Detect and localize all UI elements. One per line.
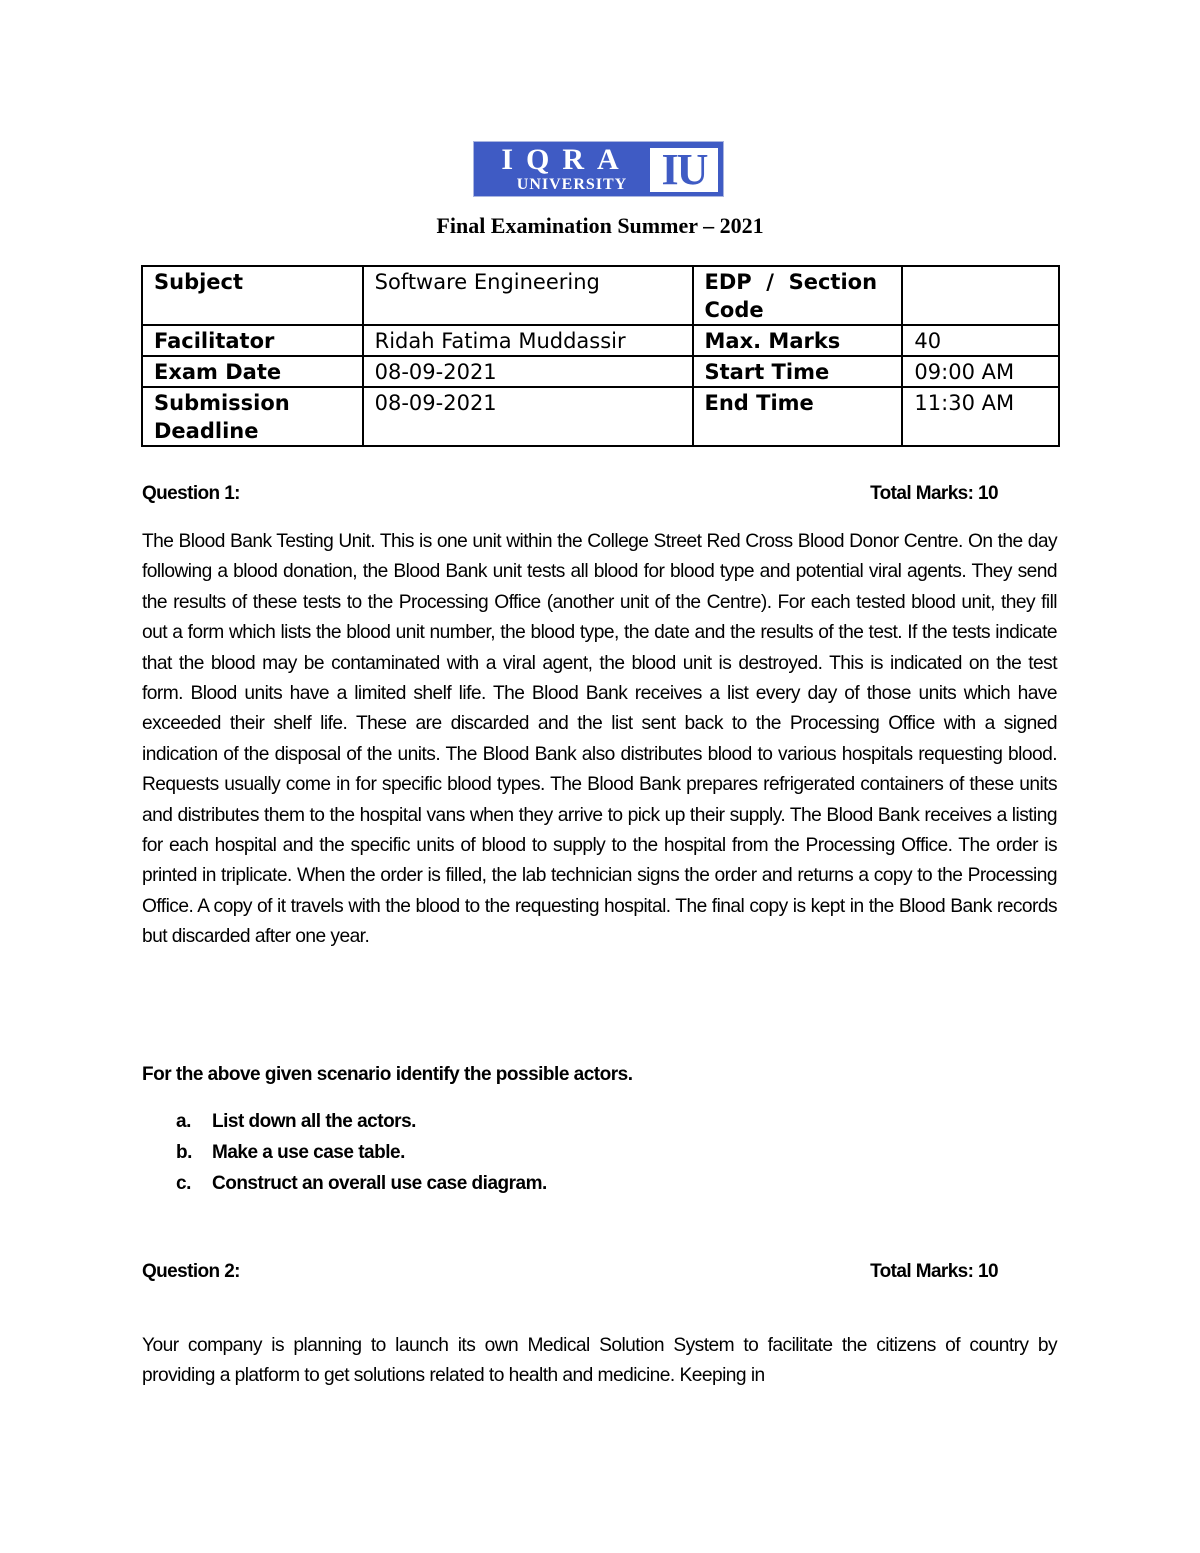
question-2-header (142, 1261, 998, 1283)
facilitator-value: Ridah Fatima Muddassir (363, 325, 693, 356)
question-2-text: Your company is planning to launch its own Medical Solution System to facilitate the citizens of country by providing a platform to get solutions related to health and medicine. Keeping in (142, 1335, 1057, 1387)
task-text: List down all the actors. (212, 1111, 416, 1132)
exam-title: Final Examination Summer – 2021 (436, 213, 764, 238)
submission-deadline-label (142, 387, 363, 446)
submission-deadline-value: 08-09-2021 (363, 387, 693, 446)
start-time-value: 09:00 AM (902, 356, 1059, 387)
task-marker: c. (176, 1173, 191, 1194)
university-logo (473, 141, 724, 197)
question-1-instruction: For the above given scenario identify the possible actors. (142, 1064, 633, 1085)
end-time-label: End Time (693, 387, 903, 446)
list-item (176, 1168, 547, 1199)
task-marker: a. (176, 1111, 191, 1132)
task-text: Make a use case table. (212, 1142, 405, 1163)
exam-date-value: 08-09-2021 (363, 356, 693, 387)
table-row (142, 387, 1059, 446)
table-row (142, 356, 1059, 387)
subject-value: Software Engineering (363, 266, 693, 325)
logo-university-text: UNIVERSITY (516, 176, 628, 193)
question-1-marks: Total Marks: 10 (870, 483, 998, 504)
exam-date-label: Exam Date (142, 356, 363, 387)
question-2-heading: Question 2: (142, 1261, 240, 1282)
max-marks-label: Max. Marks (693, 325, 903, 356)
question-1-heading: Question 1: (142, 483, 240, 504)
question-1-text: The Blood Bank Testing Unit. This is one unit within the College Street Red Cross Blood Donor Centre. On the day following a blood donation, the Blood Bank unit tests all blood for blood type and potential viral agents. They send the results of these tests to the Processing Office (another unit of the Centre). For each tested blood unit, they fill out a form which lists the blood unit number, the blood type, the date and the results of the test. If the tests indicate that the blood may be contaminated with a viral agent, the blood unit is destroyed. This is indicated on the test form. Blood units have a limited shelf life. The Blood Bank receives a list every day of those units which have exceeded their shelf life. These are discarded and the list sent back to the Processing Office with a signed indication of the disposal of the units. The Blood Bank also distributes blood to various hospitals requesting blood. Requests usually come in for specific blood types. The Blood Bank prepares refrigerated containers of these units and distributes them to the hospital vans when they arrive to pick up their supply. The Blood Bank receives a listing for each hospital and the specific units of blood to supply to the hospital from the Processing Office. The order is printed in triplicate. When the order is filled, the lab technician signs the order and returns a copy to the Processing Office. A copy of it travels with the blood to the requesting hospital. The final copy is kept in the Blood Bank records but discarded after one year. (142, 531, 1057, 948)
task-text: Construct an overall use case diagram. (212, 1173, 547, 1194)
section-code-label: EDP / Section Code (693, 266, 903, 325)
submission-deadline-label-text: Submission Deadline (154, 391, 290, 443)
logo-iu-mark: IU (650, 148, 718, 192)
list-item (176, 1106, 547, 1137)
end-time-value: 11:30 AM (902, 387, 1059, 446)
task-marker: b. (176, 1142, 192, 1163)
question-1-header (142, 483, 998, 505)
question-1-task-list (176, 1106, 547, 1199)
question-2-marks: Total Marks: 10 (870, 1261, 998, 1282)
list-item (176, 1137, 547, 1168)
table-row (142, 266, 1059, 325)
start-time-label: Start Time (693, 356, 903, 387)
table-row (142, 325, 1059, 356)
subject-label: Subject (142, 266, 363, 325)
logo-iqra-text: IQRA (501, 143, 632, 176)
exam-info-table (141, 265, 1060, 447)
section-code-value (902, 266, 1059, 325)
max-marks-value: 40 (902, 325, 1059, 356)
facilitator-label: Facilitator (142, 325, 363, 356)
